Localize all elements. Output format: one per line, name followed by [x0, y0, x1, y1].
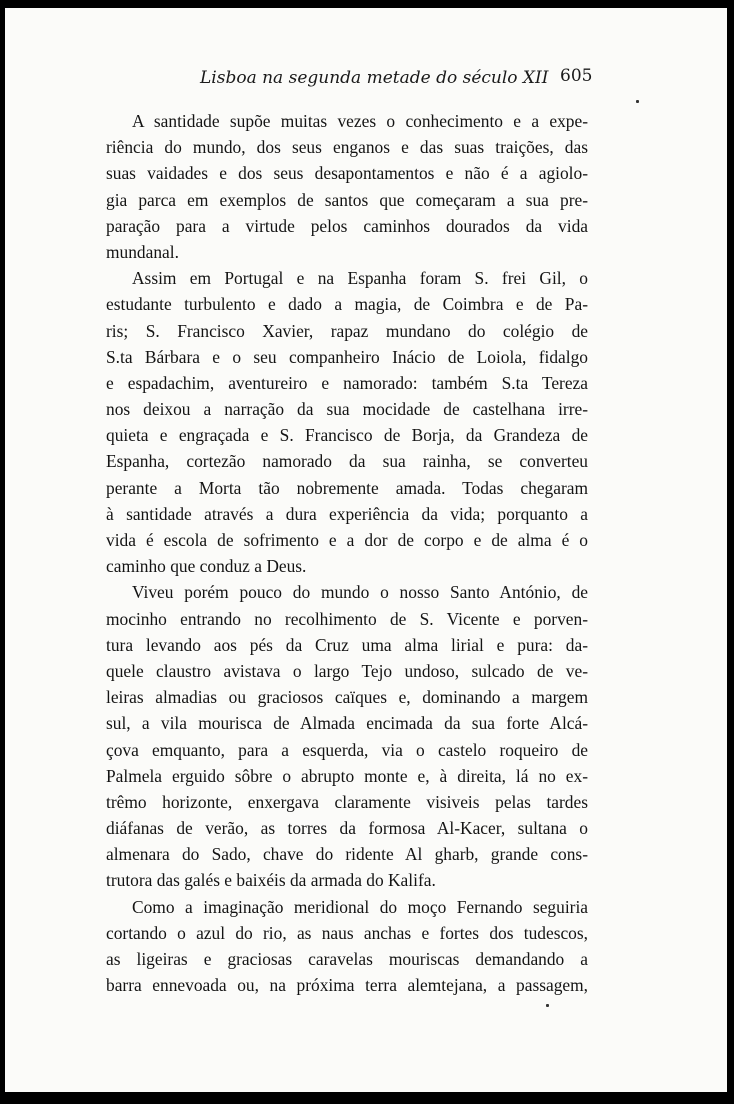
text-line: tura levando aos pés da Cruz uma alma lirial e pura: da- [106, 634, 588, 655]
text-line: Palmela erguido sôbre o abrupto monte e, à direita, lá no ex- [106, 765, 588, 786]
page-number: 605 [560, 66, 593, 86]
paragraph [106, 108, 588, 265]
text-line: Viveu porém pouco do mundo o nosso Santo António, de [132, 582, 588, 603]
text-line: à santidade através a dura experiência da vida; porquanto a [106, 503, 588, 524]
text-line: e espadachim, aventureiro e namorado: também S.ta Tereza [106, 372, 588, 393]
text-line: paração para a virtude pelos caminhos dourados da vida [106, 215, 588, 236]
paragraph [106, 265, 588, 579]
text-line: Assim em Portugal e na Espanha foram S. frei Gil, o [132, 268, 588, 289]
text-line: quele claustro avistava o largo Tejo undoso, sulcado de ve- [106, 660, 588, 681]
speck-mark [546, 1004, 549, 1007]
text-line: vida é escola de sofrimento e a dor de corpo e de alma é o [106, 530, 588, 550]
text-line: leiras almadias ou graciosos caïques e, dominando a margem [106, 687, 588, 708]
text-line: ris; S. Francisco Xavier, rapaz mundano do colégio de [106, 320, 588, 341]
text-line: nos deixou a narração da sua mocidade de castelhana irre- [106, 399, 588, 420]
text-line: mocinho entrando no recolhimento de S. Vicente e porven- [106, 608, 588, 629]
text-line: S.ta Bárbara e o seu companheiro Inácio de Loiola, fidalgo [106, 346, 588, 367]
text-line: estudante turbulento e dado a magia, de Coimbra e de Pa- [106, 294, 588, 315]
text-line: cortando o azul do rio, as naus anchas e fortes dos tudescos, [106, 922, 588, 943]
running-header: Lisboa na segunda metade do século XII [200, 68, 549, 88]
text-line: riência do mundo, dos seus enganos e das suas traições, das [106, 137, 588, 158]
text-line: caminho que conduz a Deus. [106, 556, 307, 577]
text-line: mundanal. [106, 241, 179, 262]
text-line: almenara do Sado, chave do ridente Al gharb, grande cons- [106, 844, 588, 865]
body-text [106, 108, 588, 998]
paragraph [106, 579, 588, 893]
text-line: trutora das galés e baixéis da armada do Kalifa. [106, 870, 436, 891]
text-line: diáfanas de verão, as torres da formosa Al-Kacer, sultana o [106, 818, 588, 839]
text-line: A santidade supõe muitas vezes o conhecimento e a expe- [132, 111, 588, 131]
text-line: barra ennevoada ou, na próxima terra alemtejana, a passagem, [106, 975, 588, 996]
text-line: gia parca em exemplos de santos que começaram a sua pre- [106, 189, 588, 210]
text-line: çova emquanto, para a esquerda, via o castelo roqueiro de [106, 739, 588, 760]
text-line: perante a Morta tão nobremente amada. Todas chegaram [106, 477, 588, 498]
paragraph [106, 894, 588, 999]
text-line: as ligeiras e graciosas caravelas mouriscas demandando a [106, 949, 588, 969]
text-line: suas vaidades e dos seus desapontamentos e não é a agiolo- [106, 163, 588, 184]
text-line: Espanha, cortezão namorado da sua rainha, se converteu [106, 451, 588, 472]
text-line: sul, a vila mourisca de Almada encimada da sua forte Alcá- [106, 713, 588, 734]
text-line: Como a imaginação meridional do moço Fernando seguiria [132, 896, 588, 917]
text-line: trêmo horizonte, enxergava claramente visiveis pelas tardes [106, 791, 588, 812]
text-line: quieta e engraçada e S. Francisco de Borja, da Grandeza de [106, 425, 588, 446]
speck-mark [636, 100, 639, 103]
